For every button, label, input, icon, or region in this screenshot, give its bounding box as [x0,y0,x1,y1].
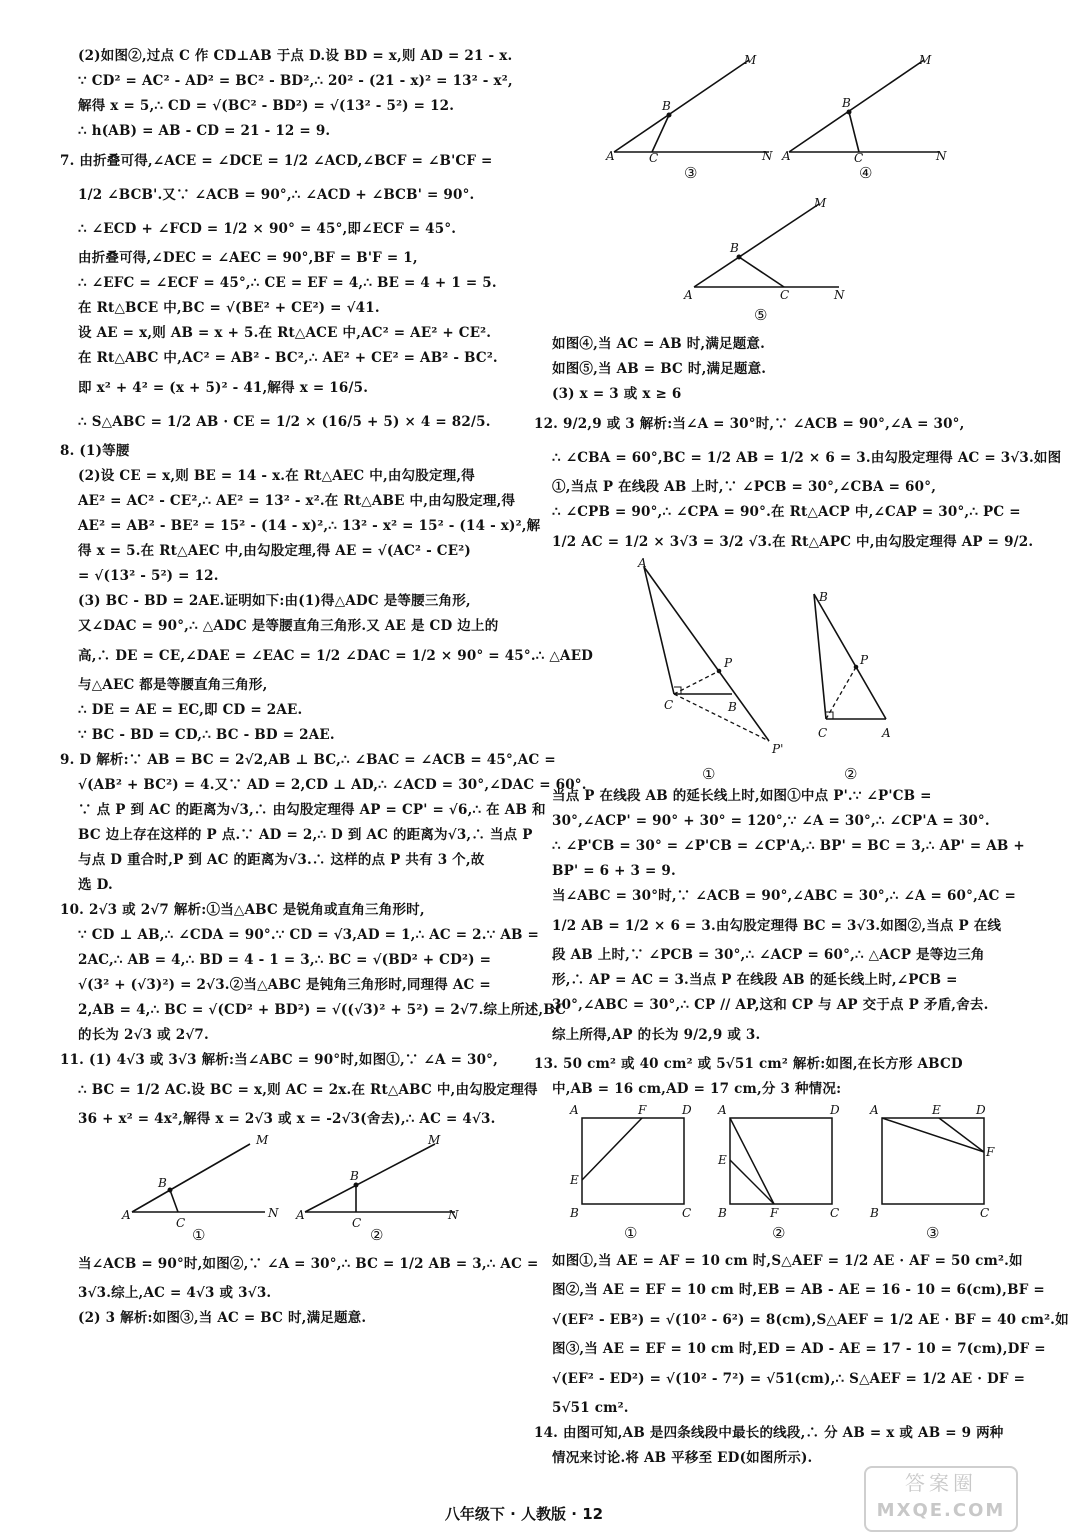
fig-label-N: N [834,288,845,302]
fig-label-C: C [352,1216,362,1230]
fig-label-D: D [830,1103,840,1117]
text-line: 与△AEC 都是等腰直角三角形, [78,677,268,693]
text-line: 当点 P 在线段 AB 的延长线上时,如图①中点 P'.∵ ∠P'CB = [552,788,932,804]
fig-label-C: C [682,1206,692,1220]
fig-label-C: C [854,151,864,165]
text-line: (3) x = 3 或 x ≥ 6 [552,386,682,402]
text-line: 选 D. [78,877,113,893]
fig-label-B: B [158,1176,167,1190]
text-line: 7. 由折叠可得,∠ACE = ∠DCE = 1/2 ∠ACD,∠BCF = ∠B'CF = [60,153,493,169]
fig-label-P-prime: P' [772,742,784,756]
watermark-logo [864,1466,1018,1532]
fig-label-A: A [122,1208,131,1222]
text-line: √(EF² - EB²) = √(10² - 6²) = 8(cm),S△AEF = 1/2 AE · BF = 40 cm².如 [552,1312,1069,1328]
fig-label-A: A [870,1103,879,1117]
fig-label-C: C [176,1216,186,1230]
text-line: ∴ ∠CPB = 90°,∴ ∠CPA = 90°.在 Rt△ACP 中,∠CAP = 30°,∴ PC = [552,504,1021,520]
text-line: 8. (1)等腰 [60,443,130,459]
fig-label-M: M [814,196,827,210]
fig-label-A: A [684,288,693,302]
text-line: 12. 9/2,9 或 3 解析:当∠A = 30°时,∵ ∠ACB = 90°,∠A = 30°, [534,416,965,432]
fig-label-E: E [570,1173,579,1187]
fig-label-A: A [782,149,791,163]
fig-label-A: A [296,1208,305,1222]
fig-label-B: B [819,590,828,604]
fig-label-C: C [818,726,828,740]
fig-label-B: B [350,1169,359,1183]
fig-caption-1: ① [702,765,716,783]
text-line: 与点 D 重合时,P 到 AC 的距离为√3.∴ 这样的点 P 共有 3 个,故 [78,852,485,868]
text-line: ∵ 点 P 到 AC 的距离为√3,∴ 由勾股定理得 AP = CP' = √6,∴ 在 AB 和 [78,802,546,818]
text-line: 如图④,当 AC = AB 时,满足题意. [552,336,766,352]
page-footer: 八年级下 · 人教版 · 12 [444,1505,604,1523]
text-line: 如图⑤,当 AB = BC 时,满足题意. [552,361,767,377]
text-line: ∴ BC = 1/2 AC.设 BC = x,则 AC = 2x.在 Rt△ABC 中,由勾股定理得 [78,1082,538,1098]
fig-label-M: M [919,53,932,67]
fig-caption-1: ① [192,1226,206,1244]
fig-caption-1: ① [624,1224,638,1242]
text-line: 11. (1) 4√3 或 3√3 解析:当∠ABC = 90°时,如图①,∵ ∠A = 30°, [60,1052,499,1068]
fig-caption-4: ④ [859,164,873,182]
text-line: AE² = AB² - BE² = 15² - (14 - x)²,∴ 13² - x² = 15² - (14 - x)²,解 [78,518,541,534]
fig-label-N: N [268,1206,279,1220]
text-line: 2AC,∴ AB = 4,∴ BD = 4 - 1 = 3,∴ BC = √(BD² + CD²) = [78,952,492,968]
text-line: 14. 由图可知,AB 是四条线段中最长的线段,∴ 分 AB = x 或 AB = 9 两种 [534,1425,1004,1441]
fig-label-N: N [762,149,773,163]
fig-label-A: A [882,726,891,740]
text-line: ∴ ∠CBA = 60°,BC = 1/2 AB = 1/2 × 6 = 3.由勾股定理得 AC = 3√3.如图 [552,450,1062,466]
text-line: √(3² + (√3)²) = 2√3.②当△ABC 是钝角三角形时,同理得 AC = [78,977,491,993]
text-line: (2) 3 解析:如图③,当 AC = BC 时,满足题意. [78,1310,367,1326]
text-line: 5√51 cm². [552,1400,629,1416]
text-line: AE² = AC² - CE²,∴ AE² = 13² - x².在 Rt△ABE 中,由勾股定理,得 [78,493,516,509]
text-line: ∴ h(AB) = AB - CD = 21 - 12 = 9. [78,123,331,139]
fig-label-B: B [728,700,737,714]
text-line: 综上所得,AP 的长为 9/2,9 或 3. [552,1027,761,1043]
fig-label-B: B [870,1206,879,1220]
fig-label-C: C [980,1206,990,1220]
text-line: 2,AB = 4,∴ BC = √(CD² + BD²) = √((√3)² + 5²) = 2√7.综上所述,BC [78,1002,567,1018]
text-line: ∴ ∠EFC = ∠ECF = 45°,∴ CE = EF = 4,∴ BE = 4 + 1 = 5. [78,275,497,291]
text-line: 36 + x² = 4x²,解得 x = 2√3 或 x = -2√3(舍去),∴ AC = 4√3. [78,1111,496,1127]
fig-label-B: B [662,99,671,113]
fig-caption-2: ② [772,1224,786,1242]
text-line: 形,∴ AP = AC = 3.当点 P 在线段 AB 的延长线上时,∠PCB = [552,972,958,988]
text-line: ∴ ∠P'CB = 30° = ∠P'CB = ∠CP'A,∴ BP' = BC = 3,∴ AP' = AB + [552,838,1025,854]
text-line: 高,∴ DE = CE,∠DAE = ∠EAC = 1/2 ∠DAC = 1/2 × 90° = 45°.∴ △AED [78,648,594,664]
fig-label-A: A [638,556,647,570]
text-line: 的长为 2√3 或 2√7. [78,1027,209,1043]
fig-label-D: D [976,1103,986,1117]
text-line: 如图①,当 AE = AF = 10 cm 时,S△AEF = 1/2 AE · AF = 50 cm².如 [552,1253,1023,1269]
text-line: (3) BC - BD = 2AE.证明如下:由(1)得△ADC 是等腰三角形, [78,593,471,609]
fig-label-A: A [606,149,615,163]
text-line: 13. 50 cm² 或 40 cm² 或 5√51 cm² 解析:如图,在长方形 ABCD [534,1056,963,1072]
text-line: √(AB² + BC²) = 4.又∵ AD = 2,CD ⊥ AD,∴ ∠ACD = 30°,∠DAC = 60°. [78,777,587,793]
text-line: BP' = 6 + 3 = 9. [552,863,676,879]
text-line: 图②,当 AE = EF = 10 cm 时,EB = AB - AE = 16 - 10 = 6(cm),BF = [552,1282,1045,1298]
fig-label-B: B [570,1206,579,1220]
text-line: ∴ ∠ECD + ∠FCD = 1/2 × 90° = 45°,即∠ECF = 45°. [78,221,457,237]
text-line: 30°,∠ACP' = 90° + 30° = 120°,∵ ∠A = 30°,∴ ∠CP'A = 30°. [552,813,990,829]
text-line: ∵ BC - BD = CD,∴ BC - BD = 2AE. [78,727,335,743]
fig-label-P: P [724,656,733,670]
text-line: 1/2 AC = 1/2 × 3√3 = 3/2 √3.在 Rt△APC 中,由勾股定理得 AP = 9/2. [552,534,1034,550]
text-line: 当∠ABC = 30°时,∵ ∠ACB = 90°,∠ABC = 30°,∴ ∠A = 60°,AC = [552,888,1017,904]
fig-caption-3: ③ [684,164,698,182]
text-line: 当∠ACB = 90°时,如图②,∵ ∠A = 30°,∴ BC = 1/2 AB = 3,∴ AC = [78,1256,539,1272]
text-line: √(EF² - ED²) = √(10² - 7²) = √51(cm),∴ S△AEF = 1/2 AE · DF = [552,1371,1026,1387]
text-line: 设 AE = x,则 AB = x + 5.在 Rt△ACE 中,AC² = AE² + CE². [78,325,492,341]
fig-label-F: F [770,1206,779,1220]
fig-label-C: C [664,698,674,712]
fig-label-A: A [570,1103,579,1117]
text-line: 图③,当 AE = EF = 10 cm 时,ED = AD - AE = 17 - 10 = 7(cm),DF = [552,1341,1046,1357]
text-line: (2)设 CE = x,则 BE = 14 - x.在 Rt△AEC 中,由勾股定理,得 [78,468,475,484]
fig-label-E: E [932,1103,941,1117]
fig-label-B: B [730,241,739,255]
text-line: ∴ S△ABC = 1/2 AB · CE = 1/2 × (16/5 + 5) × 4 = 82/5. [78,414,491,430]
text-line: 解得 x = 5,∴ CD = √(BC² - BD²) = √(13² - 5²) = 12. [78,98,455,114]
text-line: 段 AB 上时,∵ ∠PCB = 30°,∴ ∠ACP = 60°,∴ △ACP 是等边三角 [552,947,985,963]
figure-13-rectangles [534,1102,1004,1244]
figure-11-angles-3-4-5 [534,52,1004,332]
fig-label-D: D [682,1103,692,1117]
fig-caption-2: ② [370,1226,384,1244]
fig-label-C: C [830,1206,840,1220]
text-line: 在 Rt△BCE 中,BC = √(BE² + CE²) = √41. [78,300,380,316]
figure-12-triangles [534,556,1004,784]
fig-label-N: N [936,149,947,163]
watermark-title: 答案圈 [905,1471,977,1495]
text-line: 中,AB = 16 cm,AD = 17 cm,分 3 种情况: [552,1081,842,1097]
text-line: ①,当点 P 在线段 AB 上时,∵ ∠PCB = 30°,∠CBA = 60°, [552,479,937,495]
watermark-url: MXQE.COM [876,1500,1006,1521]
text-line: ∴ DE = AE = EC,即 CD = 2AE. [78,702,303,718]
fig-label-C: C [780,288,790,302]
fig-label-B: B [842,96,851,110]
fig-label-P: P [860,653,869,667]
figure-11-angles-1-2 [60,1132,512,1247]
text-line: 3√3.综上,AC = 4√3 或 3√3. [78,1285,272,1301]
text-line: BC 边上存在这样的 P 点.∵ AD = 2,∴ D 到 AC 的距离为√3,∴ 当点 P [78,827,533,843]
fig-label-A: A [718,1103,727,1117]
text-line: ∵ CD² = AC² - AD² = BC² - BD²,∴ 20² - (21 - x)² = 13² - x², [78,73,513,89]
text-line: 在 Rt△ABC 中,AC² = AB² - BC²,∴ AE² + CE² = AB² - BC². [78,350,498,366]
text-line: (2)如图②,过点 C 作 CD⊥AB 于点 D.设 BD = x,则 AD = 21 - x. [78,48,513,64]
fig-label-M: M [428,1133,441,1147]
fig-label-M: M [256,1133,269,1147]
text-line: 30°,∠ABC = 30°,∴ CP // AP,这和 CP 与 AP 交于点 P 矛盾,舍去. [552,997,989,1013]
right-column [534,52,1069,1471]
fig-label-M: M [744,53,757,67]
text-line: 情况来讨论.将 AB 平移至 ED(如图所示). [552,1450,813,1466]
text-line: 1/2 ∠BCB'.又∵ ∠ACB = 90°,∴ ∠ACD + ∠BCB' = 90°. [78,187,475,203]
fig-caption-3: ③ [926,1224,940,1242]
fig-label-B: B [718,1206,727,1220]
fig-label-F: F [638,1103,647,1117]
text-line: 9. D 解析:∵ AB = BC = 2√2,AB ⊥ BC,∴ ∠BAC = ∠ACB = 45°,AC = [60,752,556,768]
text-line: 又∠DAC = 90°,∴ △ADC 是等腰直角三角形.又 AE 是 CD 边上的 [78,618,499,634]
text-line: 1/2 AB = 1/2 × 6 = 3.由勾股定理得 BC = 3√3.如图②,当点 P 在线 [552,918,1002,934]
text-line: = √(13² - 5²) = 12. [78,568,219,584]
left-column [60,44,594,1331]
fig-label-E: E [718,1153,727,1167]
fig-label-F: F [986,1145,995,1159]
text-line: 即 x² + 4² = (x + 5)² - 41,解得 x = 16/5. [78,380,369,396]
fig-caption-2: ② [844,765,858,783]
text-line: 由折叠可得,∠DEC = ∠AEC = 90°,BF = B'F = 1, [78,250,418,266]
text-line: 10. 2√3 或 2√7 解析:①当△ABC 是锐角或直角三角形时, [60,902,425,918]
fig-caption-5: ⑤ [754,306,768,324]
text-line: 得 x = 5.在 Rt△AEC 中,由勾股定理,得 AE = √(AC² - CE²) [78,543,471,559]
fig-label-N: N [448,1208,459,1222]
fig-label-C: C [649,151,659,165]
text-line: ∵ CD ⊥ AB,∴ ∠CDA = 90°.∵ CD = √3,AD = 1,∴ AC = 2.∵ AB = [78,927,540,943]
